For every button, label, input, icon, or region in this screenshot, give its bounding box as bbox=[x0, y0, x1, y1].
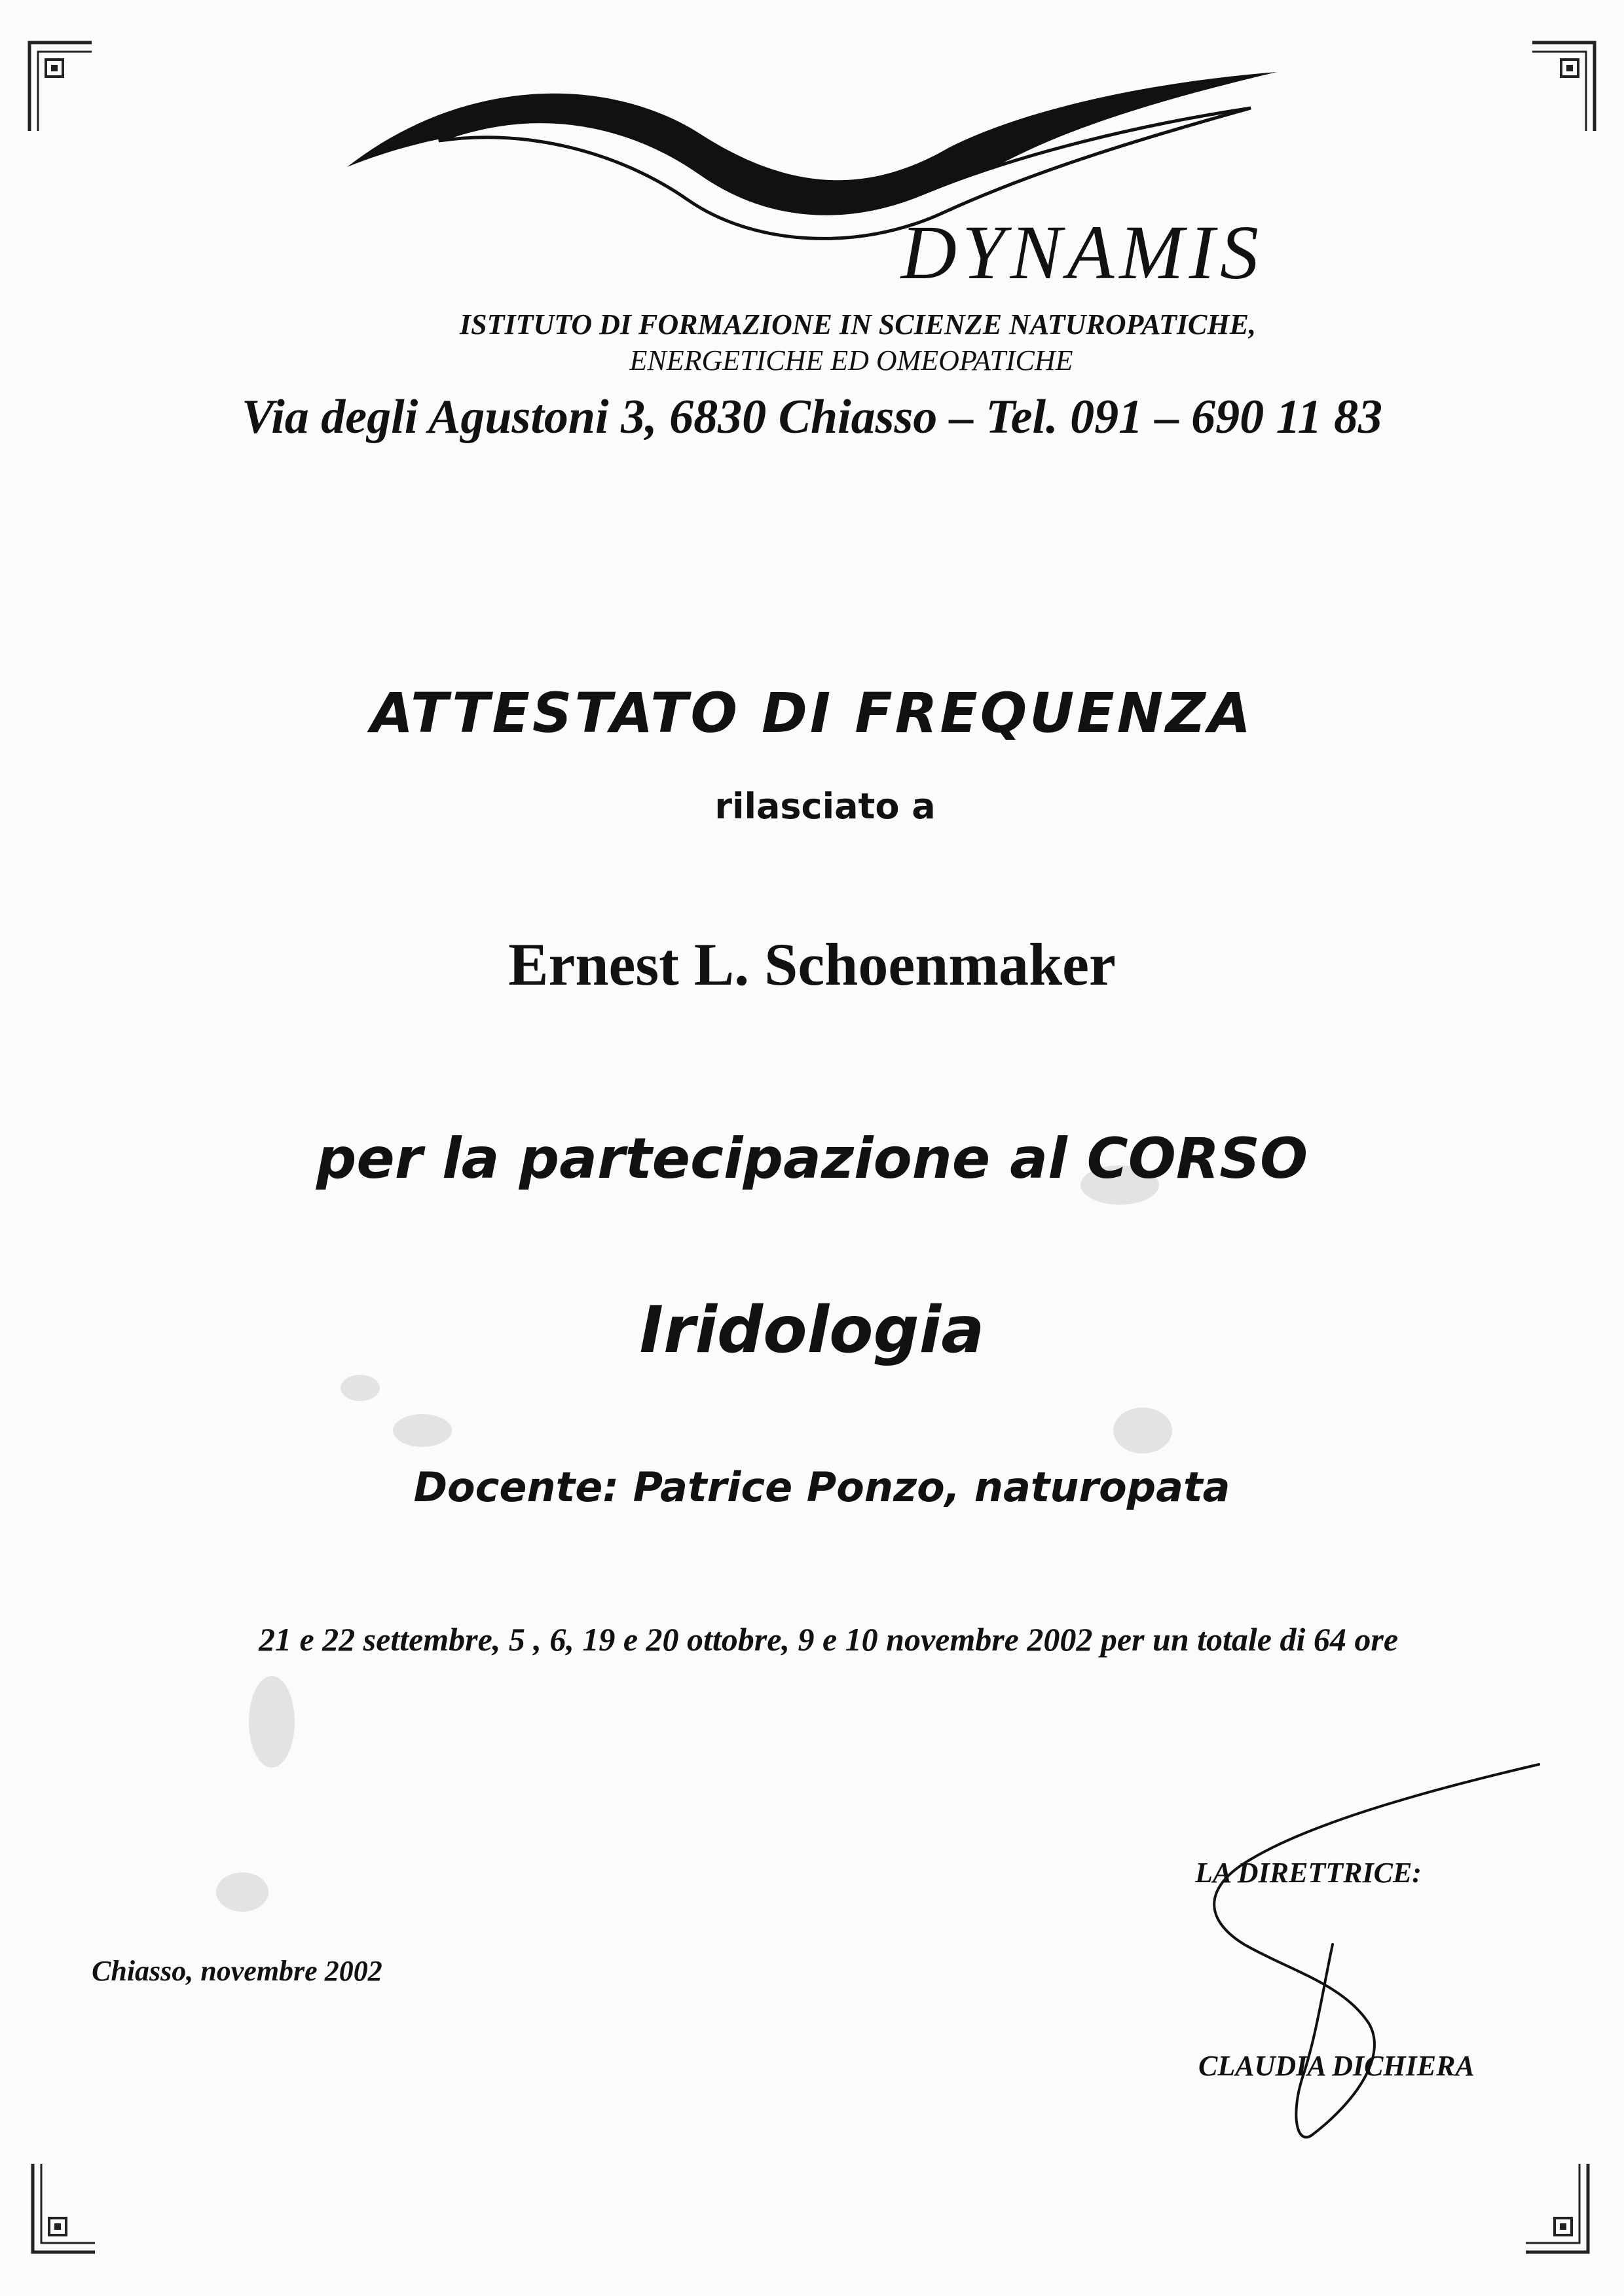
recipient-name: Ernest L. Schoenmaker bbox=[508, 931, 1116, 998]
dynamis-logo bbox=[334, 62, 1290, 298]
corner-ornament-bottom-left bbox=[29, 2160, 101, 2259]
institute-name-line2: ENERGETICHE ED OMEOPATICHE bbox=[629, 344, 1073, 376]
participation-line: per la partecipazione al CORSO bbox=[316, 1126, 1308, 1192]
signature bbox=[1192, 1748, 1559, 2154]
director-label: LA DIRETTRICE: bbox=[1195, 1857, 1422, 1889]
corner-ornament-top-left bbox=[26, 36, 98, 134]
scan-speckle bbox=[216, 1872, 268, 1912]
certificate-title: ATTESTATO DI FREQUENZA bbox=[371, 681, 1253, 745]
corner-ornament-bottom-right bbox=[1519, 2160, 1591, 2259]
course-name: Iridologia bbox=[639, 1293, 985, 1368]
wave-logo-icon bbox=[334, 62, 1290, 298]
scan-speckle bbox=[1113, 1408, 1172, 1453]
place-and-date: Chiasso, novembre 2002 bbox=[92, 1955, 382, 1987]
institute-name-line1: ISTITUTO DI FORMAZIONE IN SCIENZE NATUROPATICHE, bbox=[460, 308, 1256, 340]
brand-name: DYNAMIS bbox=[900, 210, 1264, 295]
course-dates: 21 e 22 settembre, 5 , 6, 19 e 20 ottobre, 9 e 10 novembre 2002 per un totale di 64 ore bbox=[258, 1621, 1399, 1658]
scan-speckle bbox=[249, 1676, 295, 1768]
institute-address: Via degli Agustoni 3, 6830 Chiasso – Tel. 091 – 690 11 83 bbox=[241, 390, 1383, 444]
corner-ornament-top-right bbox=[1526, 36, 1598, 134]
teacher-line: Docente: Patrice Ponzo, naturopata bbox=[413, 1463, 1230, 1511]
issued-to-label: rilasciato a bbox=[714, 786, 936, 827]
scan-speckle bbox=[341, 1375, 380, 1401]
director-name: CLAUDIA DICHIERA bbox=[1198, 2050, 1475, 2082]
scan-speckle bbox=[393, 1414, 452, 1447]
